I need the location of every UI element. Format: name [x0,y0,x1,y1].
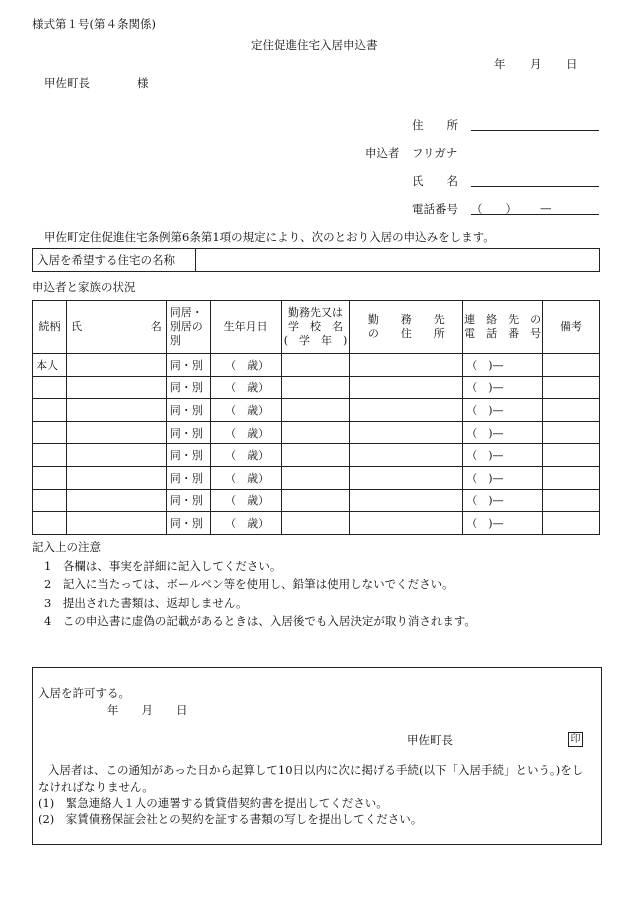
header-cohab-3: 別 [169,334,181,347]
form-number: 様式第１号(第４条関係) [32,17,156,31]
cell-name[interactable] [66,399,166,422]
cell-phone[interactable]: （ )— [463,489,543,512]
cell-cohabitation[interactable]: 同・別 [166,354,210,377]
cell-cohabitation[interactable]: 同・別 [166,466,210,489]
phone-area-code: （ ） [471,202,517,216]
header-contact-phone [463,301,543,354]
date-month: 月 [530,57,542,71]
cell-relation[interactable] [33,444,67,467]
cell-work-address[interactable] [350,444,463,467]
applicant-label: 申込者 [365,146,400,160]
cell-remarks[interactable] [543,376,600,399]
header-birthdate: 生年月日 [210,301,281,354]
cell-relation[interactable] [33,421,67,444]
cell-workplace[interactable] [281,354,350,377]
cell-workplace[interactable] [281,466,350,489]
cell-relation[interactable] [33,399,67,422]
phone-dash: — [540,201,552,215]
cell-work-address[interactable] [350,489,463,512]
permit-body-line2: なければなりません。 [38,780,154,794]
phone-field[interactable] [471,214,599,215]
cell-phone[interactable]: （ )— [463,376,543,399]
cell-cohabitation[interactable]: 同・別 [166,421,210,444]
cell-workplace[interactable] [281,376,350,399]
table-row [33,399,600,422]
permit-issuer: 甲佐町長 [407,733,453,747]
cell-work-address[interactable] [350,512,463,535]
cell-cohabitation[interactable]: 同・別 [166,376,210,399]
cell-age[interactable]: （ 歳） [210,421,281,444]
cell-phone[interactable]: （ )— [463,421,543,444]
header-work-3: ( 学 年 ) [283,334,348,347]
table-row [33,444,600,467]
intro-text: 甲佐町定住促進住宅条例第6条第1項の規定により、次のとおり入居の申込みをします。 [44,230,495,244]
cell-name[interactable] [66,444,166,467]
cell-remarks[interactable] [543,354,600,377]
cell-name[interactable] [66,421,166,444]
cell-workplace[interactable] [281,489,350,512]
permit-body-line1: 入居者は、この通知があった日から起算して10日以内に次に掲げる手続(以下「入居手続」という。)をし [48,763,584,777]
cell-work-address[interactable] [350,466,463,489]
cell-work-address[interactable] [350,421,463,444]
housing-name-table [32,248,600,272]
housing-name-label: 入居を希望する住宅の名称 [33,249,196,272]
notes-title: 記入上の注意 [32,540,101,554]
cell-name[interactable] [66,354,166,377]
note-item: 4 この申込書に虚偽の記載があるときは、入居後でも入居決定が取り消されます。 [44,614,476,628]
name-label: 氏 名 [412,174,458,188]
header-cohab-2: 別居の [169,320,203,333]
table-row [33,512,600,535]
cell-remarks[interactable] [543,421,600,444]
cell-name[interactable] [66,376,166,399]
permit-item-1: (1) 緊急連絡人１人の連署する賃貸借契約書を提出してください。 [38,796,388,810]
date-year: 年 [494,57,506,71]
permit-item-2: (2) 家賃債務保証会社との契約を証する書類の写しを提出してください。 [38,812,423,826]
header-name-b: 名 [150,320,162,333]
header-work-address [350,301,463,354]
cell-name[interactable] [66,512,166,535]
table-row [33,466,600,489]
cell-name[interactable] [66,489,166,512]
table-row [33,376,600,399]
cell-age[interactable]: （ 歳） [210,376,281,399]
seal-stamp [568,731,583,747]
cell-age[interactable]: （ 歳） [210,489,281,512]
family-header-row [33,301,600,354]
cell-age[interactable]: （ 歳） [210,466,281,489]
cell-cohabitation[interactable]: 同・別 [166,512,210,535]
cell-work-address[interactable] [350,399,463,422]
cell-remarks[interactable] [543,489,600,512]
cell-cohabitation[interactable]: 同・別 [166,399,210,422]
addressee-honorific: 様 [137,76,149,90]
cell-workplace[interactable] [281,512,350,535]
family-caption: 申込者と家族の状況 [32,280,136,294]
note-item: 1 各欄は、事実を詳細に記入してください。 [44,559,282,573]
cell-phone[interactable]: （ )— [463,399,543,422]
table-row [33,354,600,377]
cell-work-address[interactable] [350,376,463,399]
cell-relation[interactable]: 本人 [33,354,67,377]
cell-phone[interactable]: （ )— [463,512,543,535]
cell-relation[interactable] [33,489,67,512]
cell-relation[interactable] [33,466,67,489]
cell-phone[interactable]: （ )— [463,354,543,377]
housing-name-field[interactable] [196,249,600,272]
phone-label: 電話番号 [412,202,458,216]
header-tel-1: 連 絡 先 の [464,313,542,326]
header-tel-2: 電 話 番 号 [464,327,542,340]
cell-age[interactable]: （ 歳） [210,444,281,467]
note-item: 3 提出された書類は、返却しません。 [44,596,248,610]
date-day: 日 [566,57,578,71]
header-name-a: 氏 [70,320,82,333]
cell-name[interactable] [66,466,166,489]
header-remarks: 備考 [543,301,600,354]
cell-cohabitation[interactable]: 同・別 [166,489,210,512]
cell-age[interactable]: （ 歳） [210,512,281,535]
header-relation: 続柄 [33,301,67,354]
cell-age[interactable]: （ 歳） [210,399,281,422]
permit-date: 年 月 日 [107,703,188,717]
address-label: 住 所 [412,118,458,132]
cell-workplace[interactable] [281,421,350,444]
family-table [32,300,600,535]
header-name [66,301,166,354]
header-addr-1: 勤 務 先 [367,313,445,326]
cell-remarks[interactable] [543,466,600,489]
table-row [33,489,600,512]
furigana-label: フリガナ [412,146,458,160]
cell-relation[interactable] [33,512,67,535]
cell-cohabitation[interactable]: 同・別 [166,444,210,467]
address-field[interactable] [471,130,599,131]
cell-phone[interactable]: （ )— [463,466,543,489]
cell-work-address[interactable] [350,354,463,377]
name-field[interactable] [471,186,599,187]
header-cohabitation [166,301,210,354]
cell-remarks[interactable] [543,444,600,467]
header-work-2: 学 校 名 [287,320,343,333]
cell-phone[interactable]: （ )— [463,444,543,467]
seal-icon: 印 [568,732,583,747]
cell-workplace[interactable] [281,399,350,422]
cell-remarks[interactable] [543,512,600,535]
note-item: 2 記入に当たっては、ボールペン等を使用し、鉛筆は使用しないでください。 [44,577,454,591]
document-title: 定住促進住宅入居申込書 [251,38,378,52]
cell-remarks[interactable] [543,399,600,422]
header-work-1: 勤務先又は [287,306,343,319]
header-workplace [281,301,350,354]
permit-heading: 入居を許可する。 [38,686,130,700]
header-cohab-1: 同居・ [169,306,203,319]
cell-age[interactable]: （ 歳） [210,354,281,377]
cell-relation[interactable] [33,376,67,399]
table-row [33,421,600,444]
addressee: 甲佐町長 [44,76,90,90]
header-addr-2: の 住 所 [367,327,445,340]
cell-workplace[interactable] [281,444,350,467]
